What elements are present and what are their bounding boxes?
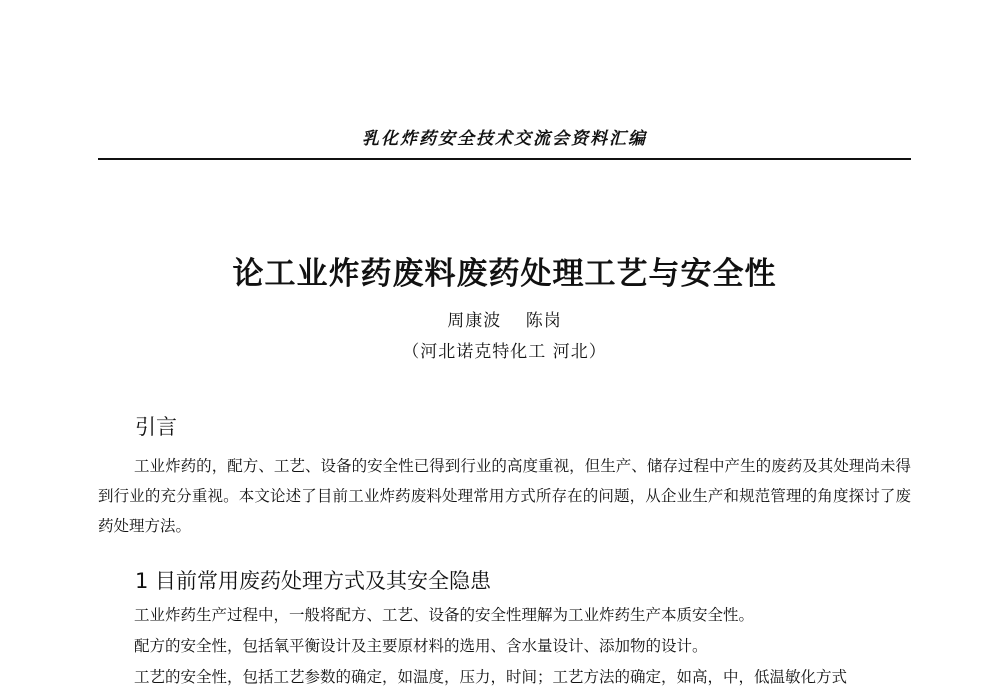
section-heading-introduction: 引言 xyxy=(135,415,177,439)
author-name: 陈岗 xyxy=(525,311,562,331)
paragraph: 配方的安全性，包括氧平衡设计及主要原材料的选用、含水量设计、添加物的设计。 xyxy=(134,637,708,655)
author-name: 周康波 xyxy=(447,311,502,331)
author-affiliation: （河北诺克特化工 河北） xyxy=(402,342,607,362)
introduction-body xyxy=(98,451,911,541)
article-title: 论工业炸药废料废药处理工艺与安全性 xyxy=(232,256,777,292)
paragraph: 工艺的安全性，包括工艺参数的确定，如温度，压力，时间；工艺方法的确定，如高，中，低温敏化方式 xyxy=(134,668,848,686)
running-header: 乳化炸药安全技术交流会资料汇编 xyxy=(362,129,647,149)
section-heading-1: 1 目前常用废药处理方式及其安全隐患 xyxy=(135,569,492,593)
header-divider xyxy=(98,158,911,160)
paragraph: 工业炸药的，配方、工艺、设备的安全性已得到行业的高度重视，但生产、储存过程中产生的废药及其处理尚未得到行业的充分重视。本文论述了目前工业炸药废料处理常用方式所存在的问题，从企业生产和规范管理的角度探讨了废药处理方法。 xyxy=(98,457,911,535)
paragraph: 工业炸药生产过程中，一般将配方、工艺、设备的安全性理解为工业炸药生产本质安全性。 xyxy=(134,606,755,624)
section-1-body xyxy=(98,600,911,693)
author-list xyxy=(98,306,911,331)
